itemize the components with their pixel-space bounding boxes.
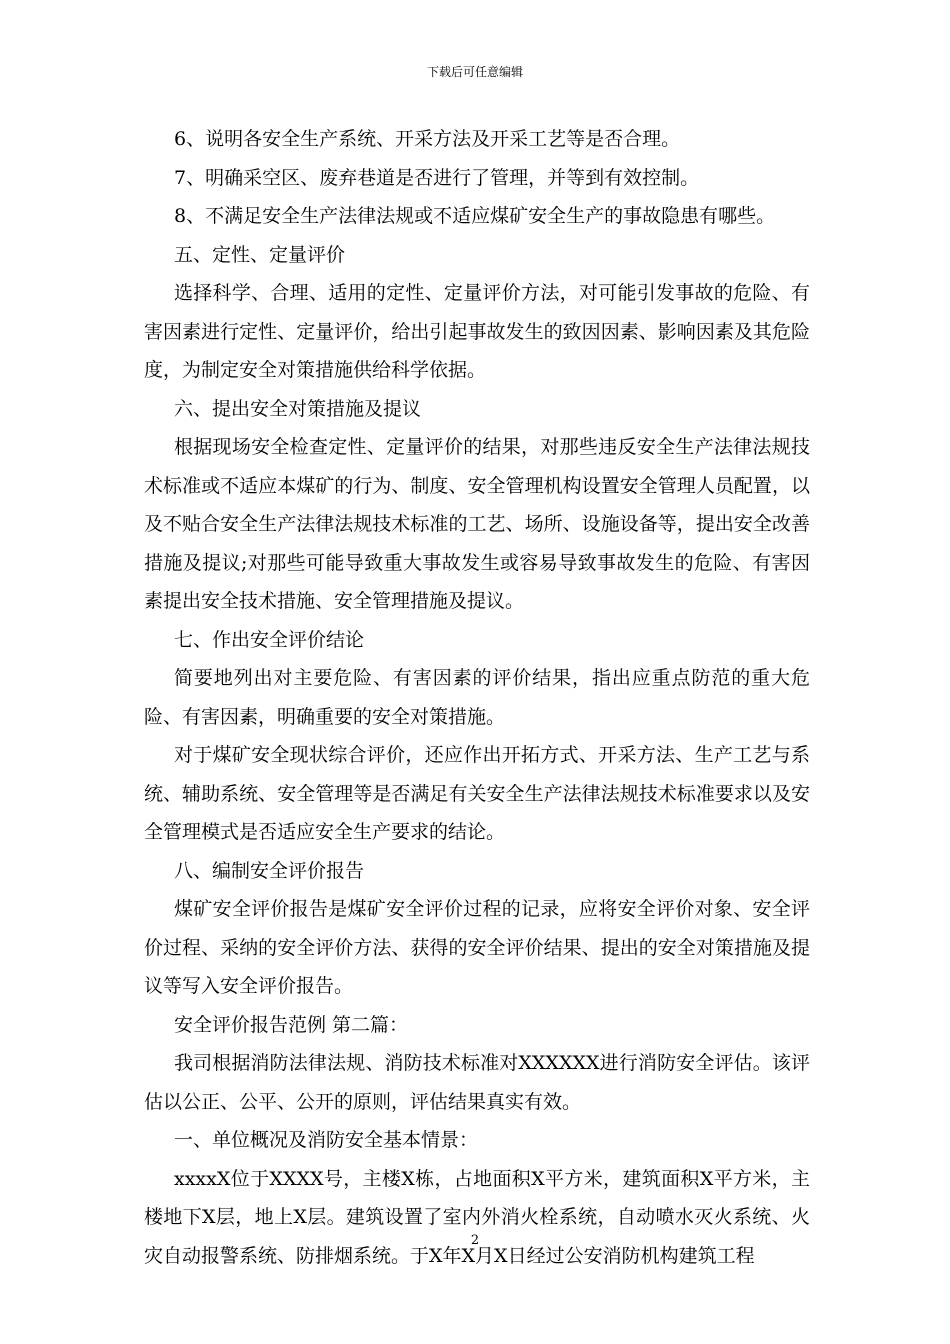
section-heading-unit-overview: 一、单位概况及消防安全基本情景： xyxy=(174,1129,479,1151)
paragraph-fire-assessment-intro: 我司根据消防法律法规、消防技术标准对XXXXXX进行消防安全评估。该评估以公正、公平、公开的原则，评估结果真实有效。 xyxy=(144,1052,810,1113)
paragraph-item-7: 7、明确采空区、废弃巷道是否进行了管理，并等到有效控制。 xyxy=(174,166,700,189)
part-two-heading: 安全评价报告范例 第二篇： xyxy=(174,1013,409,1036)
paragraph-report-compilation: 煤矿安全评价报告是煤矿安全评价过程的记录，应将安全评价对象、安全评价过程、采纳的安全评价方法、获得的安全评价结果、提出的安全对策措施及提议等写入安全评价报告。 xyxy=(144,898,810,997)
section-heading-8: 八、编制安全评价报告 xyxy=(174,859,365,882)
paragraph-conclusion-summary: 简要地列出对主要危险、有害因素的评价结果，指出应重点防范的重大危险、有害因素，明确重要的安全对策措施。 xyxy=(144,667,810,728)
section-heading-7: 七、作出安全评价结论 xyxy=(174,628,365,651)
page-number: 2 xyxy=(470,1233,480,1248)
section-heading-6: 六、提出安全对策措施及提议 xyxy=(174,397,422,420)
document-body xyxy=(144,120,810,1275)
page-header: 下载后可任意编辑 xyxy=(426,65,523,79)
paragraph-safety-measures: 根据现场安全检查定性、定量评价的结果，对那些违反安全生产法律法规技术标准或不适应本煤矿的行为、制度、安全管理机构设置安全管理人员配置，以及不贴合安全生产法律法规技术标准的工艺、场所、设施设备等，提出安全改善措施及提议;对那些可能导致重大事故发生或容易导致事故发生的危险、有害因素提出安全技术措施、安全管理措施及提议。 xyxy=(144,436,810,612)
paragraph-comprehensive-evaluation: 对于煤矿安全现状综合评价，还应作出开拓方式、开采方法、生产工艺与系统、辅助系统、安全管理等是否满足有关安全生产法律法规技术标准要求以及安全管理模式是否适应安全生产要求的结论。 xyxy=(144,744,810,843)
section-heading-5: 五、定性、定量评价 xyxy=(174,243,346,266)
paragraph-item-8: 8、不满足安全生产法律法规或不适应煤矿安全生产的事故隐患有哪些。 xyxy=(174,205,776,227)
paragraph-qualitative-evaluation: 选择科学、合理、适用的定性、定量评价方法，对可能引发事故的危险、有害因素进行定性、定量评价，给出引起事故发生的致因因素、影响因素及其危险度，为制定安全对策措施供给科学依据。 xyxy=(144,282,810,381)
paragraph-unit-overview: xxxxX位于XXXX号，主楼X栋，占地面积X平方米，建筑面积X平方米，主楼地下X层，地上X层。建筑设置了室内外消火栓系统，自动喷水灭火系统、火灾自动报警系统、防排烟系统。于X年X月X日经过公安消防机构建筑工程 xyxy=(144,1167,810,1267)
paragraph-item-6: 6、说明各安全生产系统、开采方法及开采工艺等是否合理。 xyxy=(174,128,681,150)
